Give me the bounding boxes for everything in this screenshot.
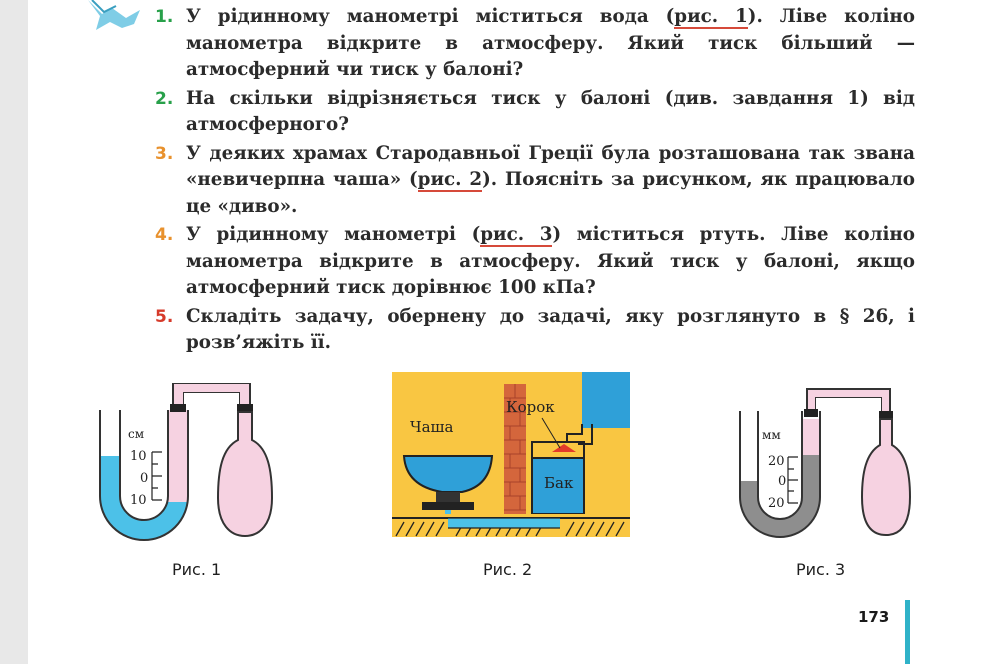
task-text: ). Поясніть за рисунком, як працювало це «диво». xyxy=(186,169,915,217)
task-text: Складіть задачу, обернену до задачі, яку розглянуто в § 26, і розв’яжіть її. xyxy=(186,305,915,353)
scale-label-top: 10 xyxy=(130,449,147,464)
scale-unit: мм xyxy=(762,428,781,442)
task-text: ) міститься ртуть. Ліве коліно манометра відкрите в атмосферу. Який тиск у балоні, якщо атмосферний тиск дорівнює 100 кПа? xyxy=(186,224,915,298)
task-number: 2. xyxy=(155,88,174,109)
gas-balloon xyxy=(218,412,272,536)
figure-2-inexhaustible-bowl xyxy=(392,372,630,537)
gas-balloon xyxy=(862,419,910,535)
label-tank: Бак xyxy=(544,474,574,492)
task-4 xyxy=(155,222,915,302)
task-text: ). Ліве коліно манометра відкрите в атмосферу. Який тиск більший — атмосферний чи тиск у балоні? xyxy=(186,6,915,80)
task-number: 1. xyxy=(155,7,174,27)
figure-1-caption: Рис. 1 xyxy=(172,560,222,579)
task-text: У рідинному манометрі міститься вода ( xyxy=(186,6,675,27)
scale-label-top: 20 xyxy=(768,454,785,469)
page-accent-bar xyxy=(905,600,910,664)
mascot-illustration xyxy=(82,0,144,32)
task-number: 5. xyxy=(155,306,174,327)
figure-ref-link[interactable]: рис. 3 xyxy=(480,224,553,245)
label-plug: Корок xyxy=(506,398,555,416)
task-text: У деяких храмах Стародавньої Греції була розташована так звана «невичерпна чаша» ( xyxy=(186,142,915,190)
figure-3-mercury-manometer xyxy=(730,385,925,550)
task-2 xyxy=(155,86,915,139)
figure-1-water-manometer xyxy=(90,378,285,553)
scale-label-zero: 0 xyxy=(140,471,149,486)
figure-ref-link[interactable]: рис. 1 xyxy=(674,6,748,27)
figure-ref-link[interactable]: рис. 2 xyxy=(417,169,483,190)
task-list xyxy=(155,4,915,359)
page-number: 173 xyxy=(858,608,890,626)
scale-unit: см xyxy=(128,427,145,441)
task-text: На скільки відрізняється тиск у балоні (див. завдання 1) від атмосферного? xyxy=(186,87,915,135)
figure-2-caption: Рис. 2 xyxy=(483,560,533,579)
task-text: У рідинному манометрі ( xyxy=(186,224,481,245)
figure-3-caption: Рис. 3 xyxy=(796,560,846,579)
task-number: 4. xyxy=(155,225,174,245)
task-number: 3. xyxy=(155,143,174,164)
page-edge xyxy=(0,0,28,664)
label-bowl: Чаша xyxy=(410,418,454,436)
scale-label-bottom: 20 xyxy=(768,496,785,511)
task-5 xyxy=(155,304,915,357)
scale-label-zero: 0 xyxy=(778,474,787,489)
scale-label-bottom: 10 xyxy=(130,493,147,508)
task-1 xyxy=(155,4,915,84)
task-3 xyxy=(155,141,915,221)
